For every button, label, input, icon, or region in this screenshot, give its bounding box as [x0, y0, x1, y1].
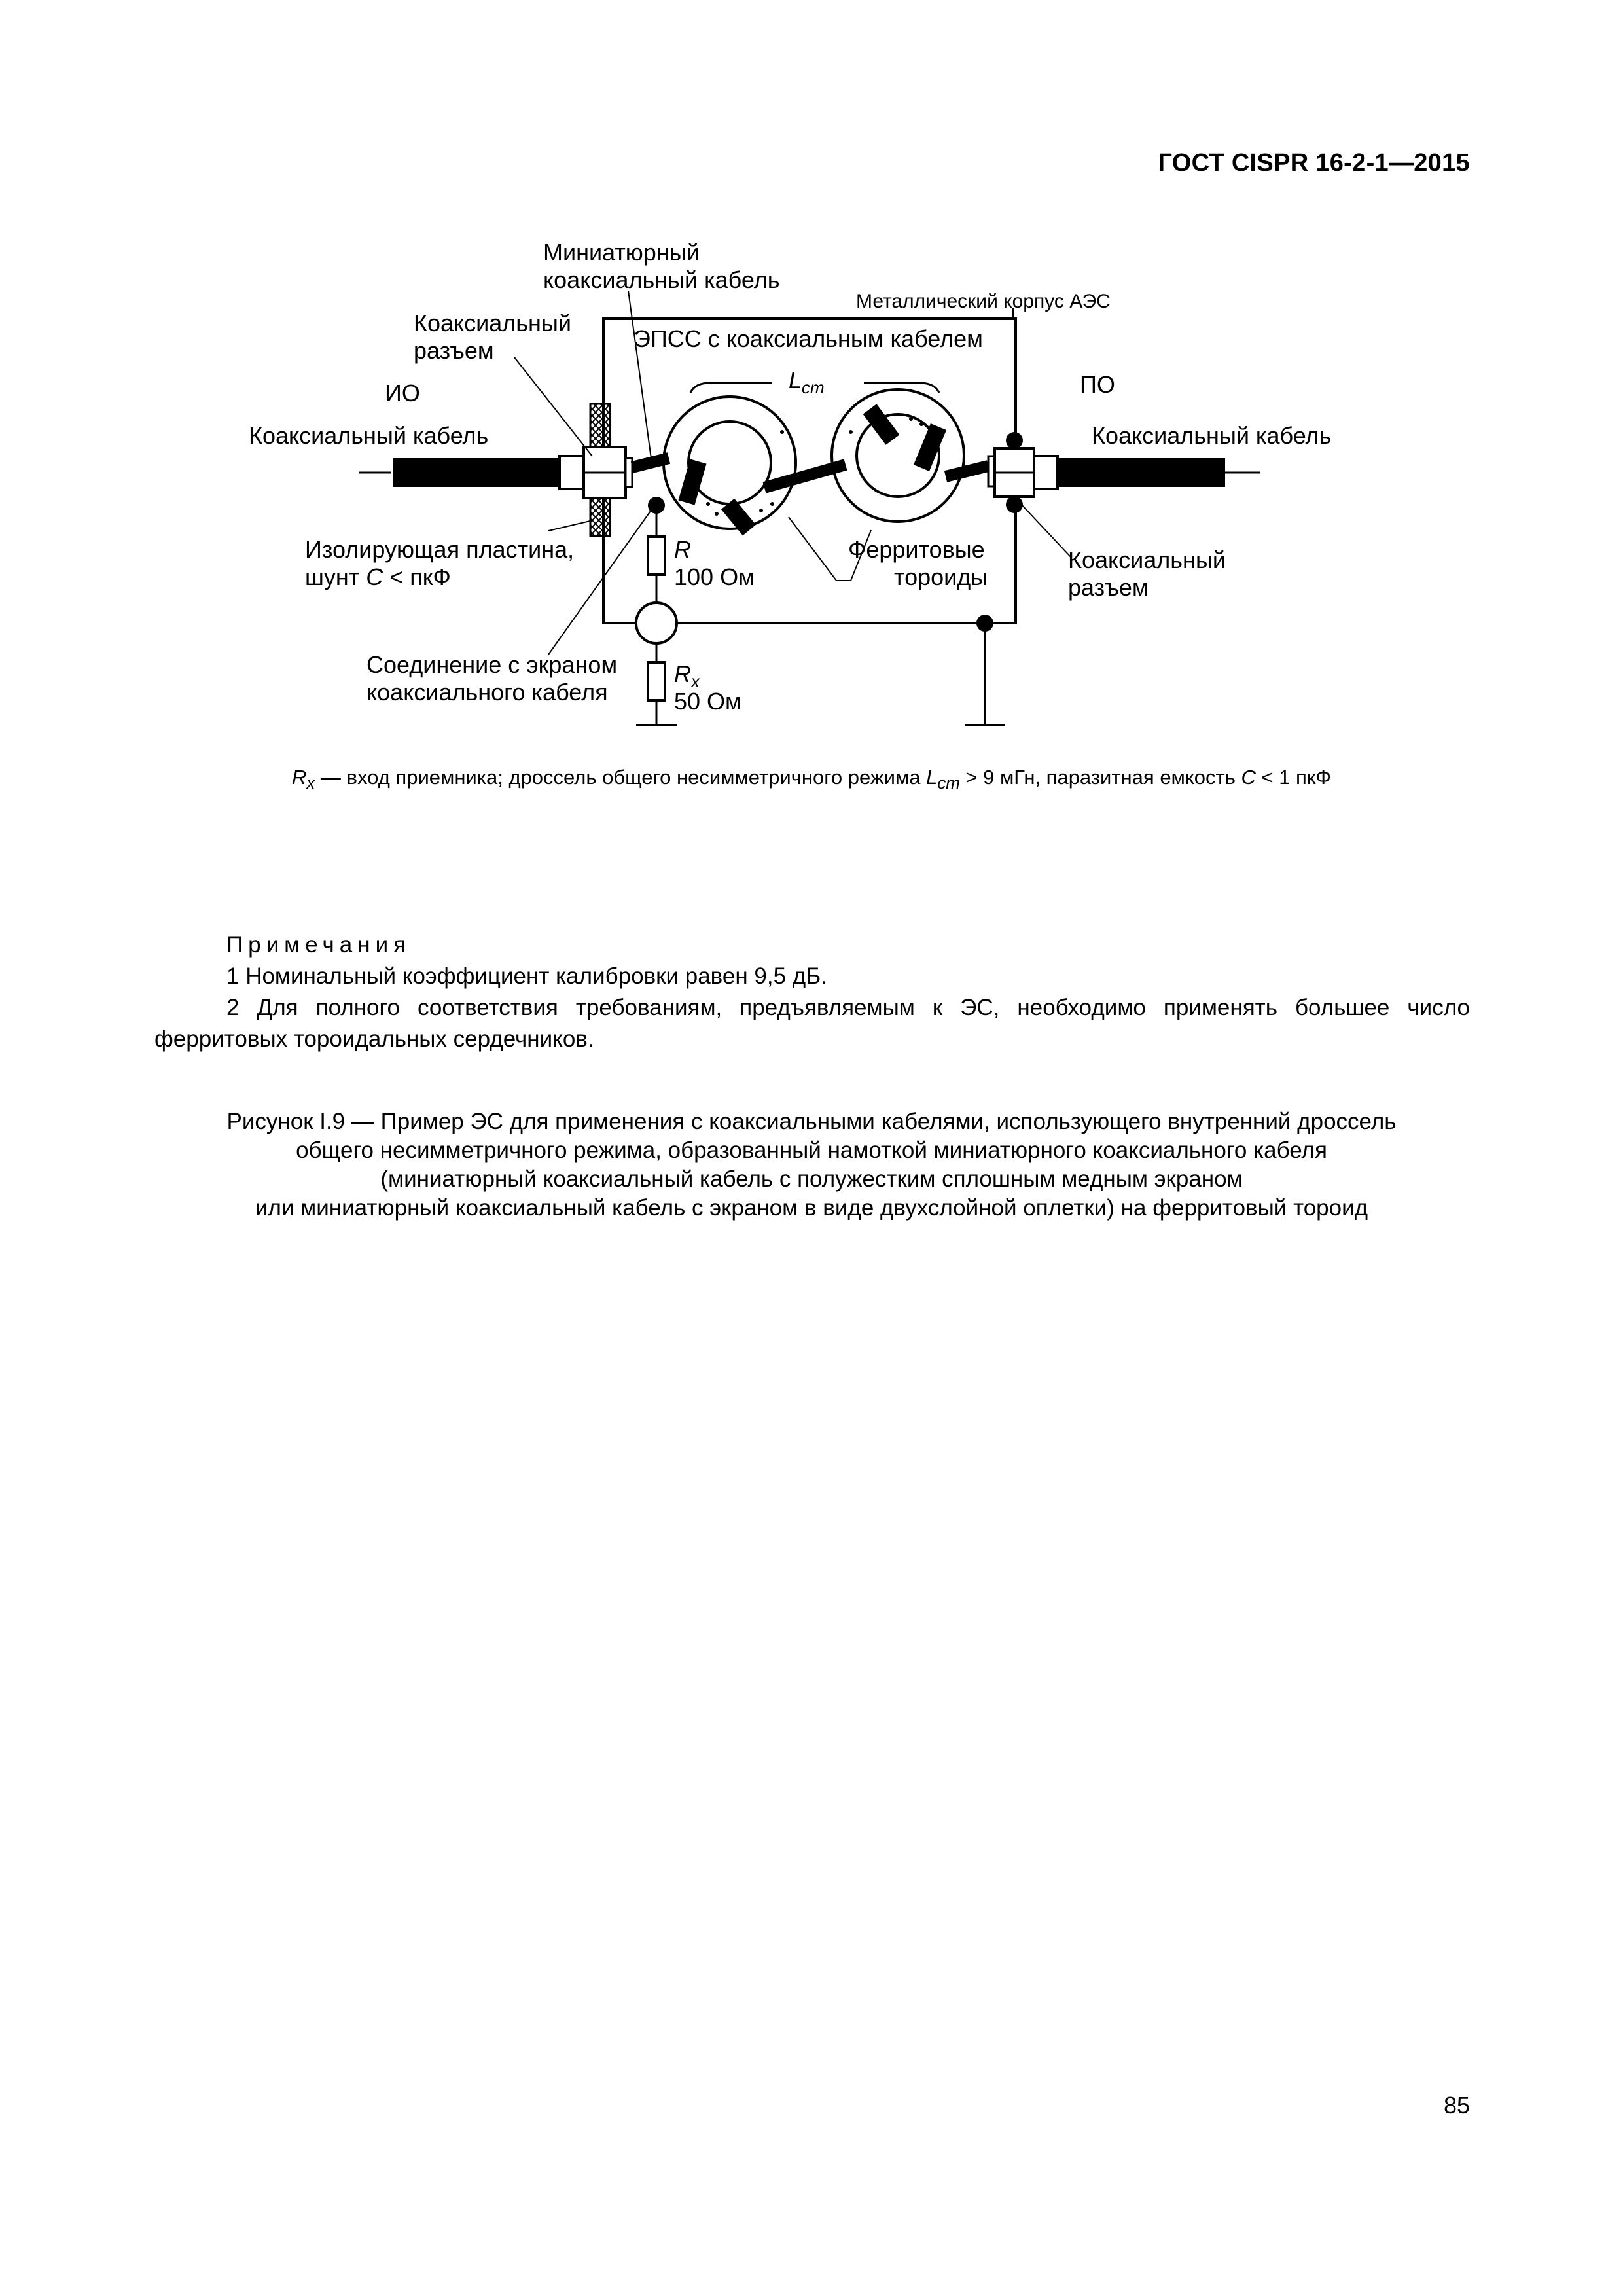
- label-coax-connector-left-line1: Коаксиальный: [414, 310, 571, 336]
- notes-block: [154, 929, 1470, 1055]
- label-shield-connection-line2: коаксиального кабеля: [366, 679, 608, 706]
- ferrite-toroid-2: [832, 389, 964, 522]
- notes-heading: Примечания: [226, 932, 412, 958]
- label-rx: $R_x$: [674, 660, 700, 691]
- resistor-r: [648, 537, 665, 575]
- winding-2a: [870, 409, 893, 440]
- label-io: ИО: [385, 380, 420, 406]
- label-mini-coax-line1: Миниатюрный: [543, 239, 700, 266]
- figure-caption: [131, 1107, 1492, 1223]
- caption-line-3: (миниатюрный коаксиальный кабель с полужестким сплошным медным экраном: [380, 1166, 1243, 1192]
- page-number: 85: [1443, 2092, 1470, 2119]
- leader-insulating: [548, 520, 593, 531]
- label-coax-cable-left: Коаксиальный кабель: [249, 422, 489, 449]
- caption-line-2: общего несимметричного режима, образованный намоткой миниатюрного коаксиального кабеля: [296, 1138, 1327, 1163]
- label-rx-value: 50 Ом: [674, 688, 741, 715]
- label-po: ПО: [1080, 371, 1115, 398]
- label-lcm: $L_{cm}$: [789, 367, 825, 397]
- leader-connector-right: [1021, 504, 1071, 558]
- insulating-plate-bottom: [590, 498, 610, 536]
- caption-line-4: или миниатюрный коаксиальный кабель с экраном в виде двухслойной оплетки) на ферритовый тороид: [255, 1195, 1368, 1221]
- note-1: 1 Номинальный коэффициент калибровки равен 9,5 дБ.: [226, 963, 827, 989]
- mini-coax-segment-right: [946, 466, 988, 476]
- document-header: ГОСТ CISPR 16-2-1—2015: [1158, 149, 1470, 177]
- label-epss: ЭПСС с коаксиальным кабелем: [633, 325, 983, 352]
- figure-legend: $R_x$ — вход приемника; дроссель общего несимметричного режима $L_{cm} > 9$ мГн, паразитная емкость C < 1 пкФ: [292, 766, 1331, 793]
- caption-line-1: Рисунок I.9 — Пример ЭС для применения с коаксиальными кабелями, использующего внутренний дроссель: [226, 1109, 1397, 1134]
- winding-2b: [921, 427, 938, 468]
- left-cable-plug: [560, 456, 583, 489]
- note-2: 2 Для полного соответствия требованиям, предъявляемым к ЭС, необходимо применять большее число ферритовых тороидальных сердечников.: [154, 995, 1470, 1052]
- circuit-diagram: [0, 0, 1623, 812]
- insulating-plate-top: [590, 404, 610, 447]
- right-cable-plug: [1034, 456, 1058, 489]
- label-ferrite-line1: Ферритовые: [848, 536, 985, 563]
- label-mini-coax-line2: коаксиальный кабель: [543, 266, 780, 293]
- left-coax-cable: [393, 458, 560, 487]
- label-metal-case: Металлический корпус АЭС: [856, 291, 1111, 312]
- label-insulating-line1: Изолирующая пластина,: [305, 536, 575, 563]
- receiver-port: [636, 603, 677, 643]
- label-r: R: [674, 536, 691, 563]
- label-coax-connector-right-line2: разъем: [1068, 574, 1149, 601]
- label-ferrite-line2: тороиды: [894, 564, 988, 590]
- right-coax-cable: [1058, 458, 1225, 487]
- leader-mini-coax: [628, 291, 652, 463]
- resistor-rx: [648, 662, 665, 700]
- label-coax-connector-right-line1: Коаксиальный: [1068, 547, 1226, 573]
- winding-1b: [728, 504, 749, 530]
- label-r-value: 100 Ом: [674, 564, 755, 590]
- label-coax-connector-left-line2: разъем: [414, 337, 494, 364]
- winding-1a: [687, 461, 698, 503]
- label-insulating-line2: шунт C < пкФ: [305, 564, 451, 590]
- leader-connector-left: [514, 357, 592, 456]
- label-shield-connection-line1: Соединение с экраном: [366, 651, 618, 678]
- label-coax-cable-right: Коаксиальный кабель: [1092, 422, 1332, 449]
